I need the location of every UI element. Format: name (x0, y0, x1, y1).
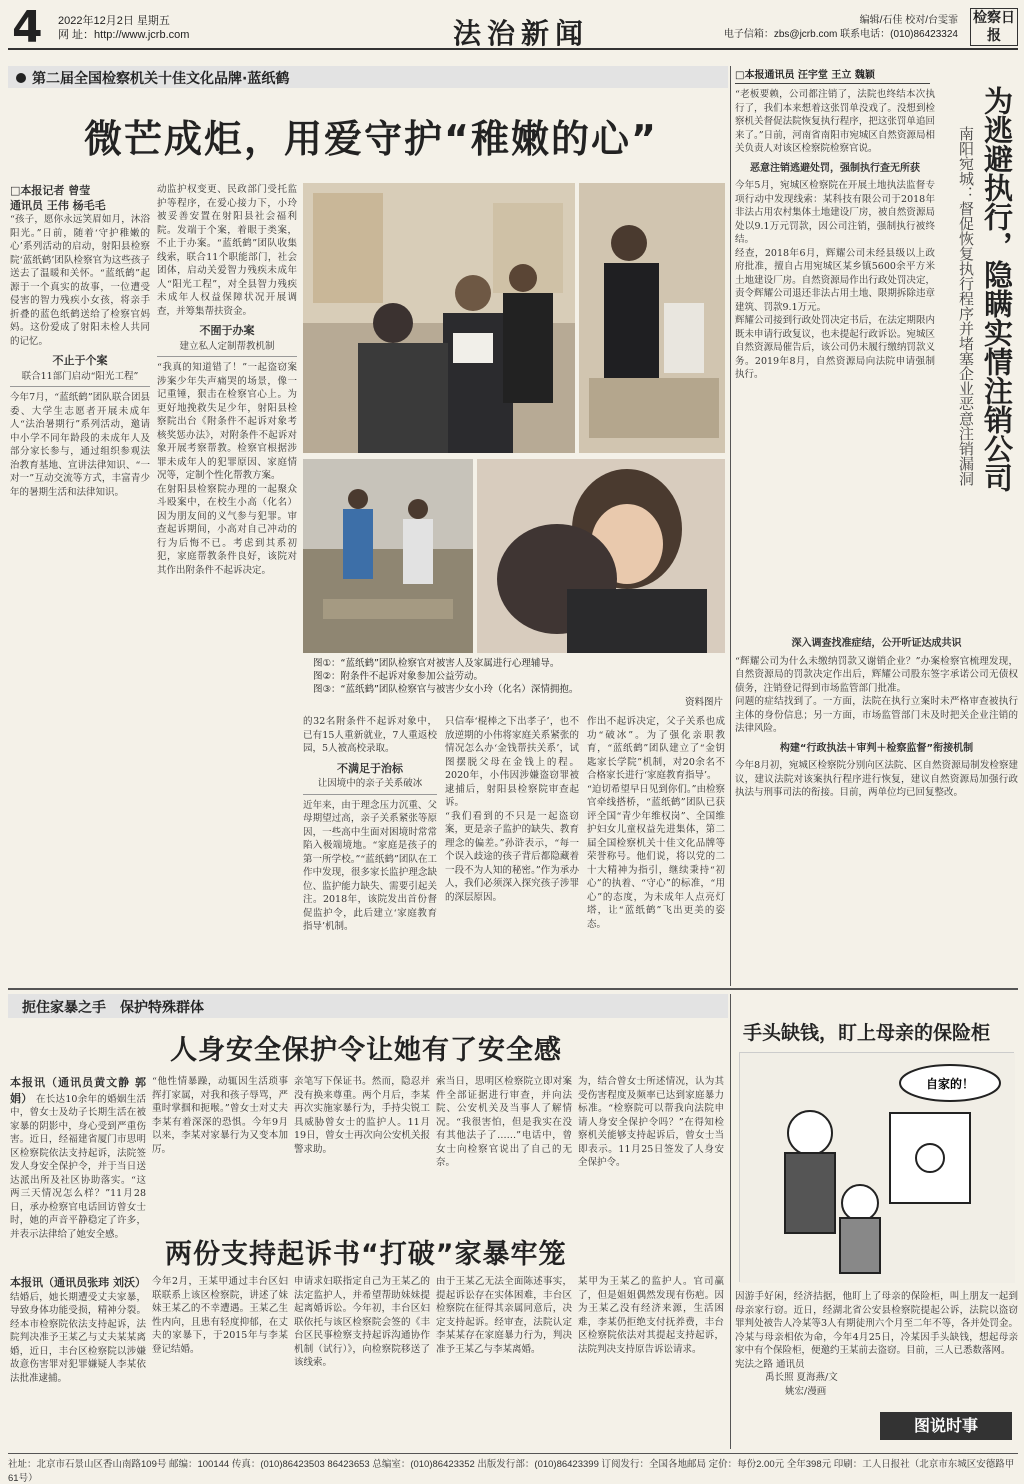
cartoon-image (740, 1053, 1015, 1283)
story3-column-3 (294, 1275, 430, 1447)
tushuo-label: 图说时事 (880, 1412, 1012, 1440)
top-banner (8, 66, 728, 88)
right-story-paragraph: 今年5月，宛城区检察院在开展土地执法监督专项行动中发现线索：某科技有限公司于2018年非法占用农村集体土地建设厂房，被自然资源局处以9.1万元罚款，因公司注销，强制执行被终结。 (735, 180, 935, 245)
story1-subhead-2-desc: 建立私人定制帮教机制 (157, 340, 297, 358)
story1-paragraph: 近年来，由于理念压力沉重、父母期望过高，亲子关系紧张等原因，一些高中生面对困境时常常陷入极端境地。“家庭是孩子的第一所学校。”“蓝纸鹤”团队在工作中发现，很多家长监护理念缺位、监护能力缺失、需要引起关注。2018年，该院发出首份督促监护令，此后建立‘家庭教育指导’机制。 (303, 799, 437, 932)
top-banner-text: 第二届全国检察机关十佳文化品牌·蓝纸鹤 (32, 71, 290, 87)
story1-paragraph: 作出不起诉决定，父子关系也成功“破冰”。为了强化亲职教育，“蓝纸鹤”团队建立了“金钥匙家长学院”机制，对20余名不合格家长进行‘家庭教育指导’。 (587, 716, 725, 781)
bullet-icon (16, 73, 26, 83)
story3-column-1 (10, 1275, 146, 1447)
newspaper-logo: 检察日报 (970, 8, 1018, 46)
cartoon-title: 手头缺钱，盯上母亲的保险柜 (743, 1022, 991, 1044)
story2-paragraph: 在长达10余年的婚姻生活中，曾女士及幼子长期生活在被家暴的阴影中，身心受到严重伤害。近日，经福建省厦门市思明区检察院依法支持起诉，法院签发人身安全保护令，并于当日送达派出所及社区协助落实。“这两三天情况怎么样？”11月28日，承办检察官电话回访曾女士时，她的声音平静稳定了许多，并表示法律给了她安全感。 (10, 1093, 147, 1240)
right-story-headline: 为逃避执行，隐瞒实情注销公司 (980, 86, 1014, 492)
cartoon-speech: 自家的！ (925, 1077, 975, 1091)
photo-caption: 图②：附条件不起诉对象参加公益劳动。 (313, 671, 484, 682)
photo-credit: 资料图片 (684, 697, 723, 708)
section-divider (8, 988, 1018, 990)
right-story-column-top (735, 88, 935, 628)
photo-1-image (303, 183, 575, 453)
right-story-paragraph: 辉耀公司接到行政处罚决定书后，在法定期限内既未申请行政复议，也未提起行政诉讼。宛城区自然资源局催告后，该公司仍未履行缴纳罚款义务。2019年8月，自然资源局向法院申请强制执行。 (735, 315, 935, 380)
story1-subhead-1-desc: 联合11部门启动“阳光工程” (10, 370, 150, 388)
story1-column-5 (587, 715, 725, 985)
story2-column-5 (578, 1075, 724, 1225)
page-number: 4 (12, 2, 43, 53)
story2-column-4 (436, 1075, 572, 1225)
story1-subhead-3: 不满足于治标 (337, 761, 403, 775)
cartoon-credit: 宪法之路 通讯员 (735, 1358, 805, 1370)
story1-byline-reporter: □本报记者 曾莹 (10, 184, 91, 197)
photo-3-image (477, 459, 725, 653)
right-story-byline: □本报通讯员 汪宇堂 王立 魏颖 (735, 66, 930, 84)
story1-column-2 (157, 183, 297, 983)
story3-column-4 (436, 1275, 572, 1447)
story3-byline: 本报讯（通讯员张玮 刘沃） (10, 1276, 146, 1289)
story2-paragraph: 索当日，思明区检察院立即对案件全部证据进行审查，并向法院、公安机关及当事人了解情况。“我很害怕，但是我实在没有其他法子了……”电话中，曾女士向检察官说出了自己的无奈。 (436, 1076, 572, 1168)
story1-subhead-3-desc: 让因境中的亲子关系破冰 (303, 777, 437, 795)
story2-paragraph: 亲笔写下保证书。然而，隐忍并没有换来尊重。两个月后，李某再次实施家暴行为，手持尖锐工具威胁曾女士的监护人。11月19日，曾女士再次向公安机关报警求助。 (294, 1076, 430, 1155)
photo-captions (313, 657, 723, 709)
story3-paragraph: 某甲为王某乙的监护人。官司赢了，但是姐姐偶然发现有伤疤。因为王某乙没有经济来源，生活困难，李某仍拒绝支付抚养费，丰台区检察院依法对其提起支持起诉，法院判决支持原告诉讼请求。 (578, 1276, 724, 1355)
story2-headline: 人身安全保护令让她有了安全感 (170, 1035, 562, 1066)
right-story-subhead-3: 构建“行政执法＋审判＋检察监督”衔接机制 (779, 742, 974, 754)
story1-paragraph: “我们看到的不只是一起盗窃案，更是亲子监护的缺失、教育理念的偏差。”孙浒表示，“每一个误入歧途的孩子背后都隐藏着一段不为人知的秘密。”作为承办人，我们必须深入探究孩子涉罪的深层原因。 (445, 810, 579, 903)
story3-column-2 (152, 1275, 288, 1447)
column-divider (730, 66, 731, 986)
editors: 编辑/石佳 校对/台雯霏 (859, 15, 958, 26)
cartoon-credit: 姚宏/漫画 (785, 1385, 827, 1397)
right-story-paragraph: “老板要赖，公司都注销了，法院也终结本次执行了，我们本来想着这张罚单没戏了。没想到检察机关督促法院恢复执行程序，把这张罚单追回来了。”日前，河南省南阳市宛城区自然资源局相关负责人对该区检察院检察官说。 (735, 89, 935, 154)
story2-byline: 本报讯（通讯员黄文静 郭娟） (10, 1076, 146, 1105)
right-story-subhead-2: 深入调查找准症结，公开听证达成共识 (791, 638, 962, 649)
page-footer: 社址：北京市石景山区香山南路109号 邮编：100144 传真：(010)86423503 86423653 总编室：(010)86423352 出版发行部：(010)86423399 订阅发行：全国各地邮局 定价：每份2.00元 全年398元 印刷：工人日报社（北京市东城区安德路甲61号） (8, 1453, 1018, 1484)
column-divider (730, 994, 731, 1449)
cartoon-illustration (739, 1052, 1014, 1282)
photo-2 (303, 459, 473, 653)
story1-paragraph: 今年7月，“蓝纸鹤”团队联合团县委、大学生志愿者开展未成年人“法治暑期行”系列活动，邀请中小学不同年龄段的未成年人及部分家长参与，通过组织参观法治教育基地、宣讲法律知识、“一对一”互动交流等方式，丰富青少年的暑期生活和法律知识。 (10, 392, 150, 498)
story3-headline: 两份支持起诉书“打破”家暴牢笼 (165, 1239, 567, 1270)
story1-subhead-2: 不囿于办案 (199, 324, 255, 337)
section-title: 法治新闻 (453, 17, 590, 50)
story1-subhead-1: 不止于个案 (52, 354, 108, 367)
bottom-banner: 扼住家暴之手 保护特殊群体 (8, 994, 728, 1018)
cartoon-paragraph: 因游手好闲，经济拮据，他盯上了母亲的保险柜，叫上朋友一起到母亲家行窃。近日，经湖北省公安县检察院提起公诉，法院以盗窃罪判处被告人冷某等3人有期徒刑六个月至二年不等，各并处罚金。冷某与母亲相依为命，今年4月25日，冷某因手头缺钱，想起母亲家中有个保险柜，便邀约王某前去盗窃。目前，三人已悉数落网。 (735, 1291, 1018, 1356)
right-story-column-bottom (735, 631, 1018, 981)
photo-1 (303, 183, 575, 453)
photo-1b-image (579, 183, 725, 453)
story2-paragraph: “他性情暴躁，动辄因生活琐事挥打家属，对我和孩子辱骂，严重时掌掴和扼喉。”曾女士对丈夫李某有着深深的恐惧。今年9月以来，李某对家暴行为又变本加厉。 (152, 1076, 288, 1155)
editor-info (724, 14, 958, 42)
cartoon-credit: 禹长照 夏海燕/文 (765, 1372, 838, 1383)
photo-2-image (303, 459, 473, 653)
cartoon-box (735, 1010, 1018, 1460)
story3-column-5 (578, 1275, 724, 1447)
photo-caption: 图③：“蓝纸鹤”团队检察官与被害少女小玲（化名）深情拥抱。 (313, 684, 579, 695)
story1-paragraph: “我真的知道错了！”一起盗窃案涉案少年失声痛哭的场景，像一记重锤，狠击在检察官心上。为更好地挽救失足少年，射阳县检察院出台《附条件不起诉对象考核奖惩办法》，对附条件不起诉对象开展考察帮教。检察官根据涉罪未成年人的犯罪原因、家庭情况等，定制个性化帮教方案。 (157, 362, 297, 481)
story1-paragraph: 只信奉‘棍棒之下出孝子’，也不放逆期的小伟将家庭关系紧张的情况怎么办‘金钱帮扶关系’，试图摆脱父母在金钱上的程。2020年，小伟因涉嫌盗窃罪被逮捕后，射阳县检察院审查起诉。 (445, 716, 579, 808)
right-story-subtitle: 南阳宛城：督促恢复执行程序并堵塞企业恶意注销漏洞 (957, 126, 975, 486)
story1-column-4 (445, 715, 579, 985)
photo-3 (477, 459, 725, 653)
story3-paragraph: 由于王某乙无法全面陈述事实，提起诉讼存在实体困难，丰台区检察院在征得其亲属同意后，决定支持起诉。经审查，法院认定李某某存在家庭暴力行为，判决准予王某乙与李某离婚。 (436, 1276, 572, 1355)
story1-paragraph: “迫切希望早日见到你们。”由检察官牵线搭桥，“蓝纸鹤”团队已获评全国“青少年维权岗”、全国维护妇女儿童权益先进集体，第二届全国检察机关十佳文化品牌等荣誉称号。他们说，将以党的二十大精神为指引，继续秉持“初心”的执着、“守心”的标准，“用心”的态度，为未成年人点亮灯塔，让“蓝纸鹤”飞出更美的姿态。 (587, 783, 725, 930)
story1-photo-collage (303, 183, 725, 653)
right-story-paragraph: 经查，2018年6月，辉耀公司未经县级以上政府批准，擅自占用宛城区某乡镇5600余平方米土地建设厂房。自然资源局作出行政处罚决定，责令辉耀公司退还非法占用土地、限期拆除违章建筑、罚款9.1万元。 (735, 247, 935, 313)
cartoon-text (735, 1290, 1018, 1420)
right-story-paragraph: 问题的症结找到了。一方面，法院在执行立案时未严格审查被执行主体的身份信息；另一方面，市场监管部门未及时把关企业注销的法律风险。 (735, 696, 1018, 734)
story1-paragraph: “孩子，愿你永远笑眉如月，沐浴阳光。”日前，随着‘守护稚嫩的心’系列活动的启动，射阳县检察院‘蓝纸鹤’团队检察官为这些孩子送去了温暖和关怀。“蓝纸鹤”起源于一个真实的故事，一位遭受侵害的智力残疾小女孩，将亲手折叠的蓝色纸鹤送给了检察官妈妈。这份爱成了射阳未检人共同的记忆。 (10, 214, 150, 347)
story2-column-2 (152, 1075, 288, 1225)
story2-paragraph: 为，结合曾女士所述情况，认为其受伤害程度及频率已达到家庭暴力标准。“检察院可以帮我向法院申请人身安全保护令吗？”在得知检察机关能够支持起诉后，曾女士当即表示。11月25日签发了人身安全保护令。 (578, 1076, 724, 1168)
page-header (8, 2, 1018, 53)
right-story-paragraph: 今年8月初，宛城区检察院分别向区法院、区自然资源局制发检察建议，建议法院对该案执行程序进行恢复，建议自然资源局加强行政执法与刑事司法的衔接。目前，两单位均已回复整改。 (735, 760, 1018, 798)
header-meta (58, 14, 189, 42)
story1-paragraph: 的32名附条件不起诉对象中，已有15人重新就业，7人重返校园，5人被高校录取。 (303, 716, 437, 754)
story1-paragraph: 动监护权变更、民政部门受托监护等程序，在爱心接力下，小玲被妥善安置在射阳县社会福利院。发端于个案，着眼于类案，不止于办案。“蓝纸鹤”团队收集线索，联合11个职能部门，社会团体，启动关爱智力残疾未成年人“阳光工程”，对全县智力残疾未成年人权益保障状况开展调查，并筹集帮扶资金。 (157, 184, 297, 317)
photo-1b (579, 183, 725, 453)
photo-caption: 图①：“蓝纸鹤”团队检察官对被害人及家属进行心理辅导。 (313, 658, 560, 669)
story3-paragraph: 申请求妇联指定自己为王某乙的法定监护人，并希望帮助妹妹提起离婚诉讼。今年初，丰台区妇联依托与该区检察院会签的《丰台区民事检察支持起诉沟通协作机制（试行）》，向检察院移送了该线索。 (294, 1276, 430, 1368)
story1-column-3 (303, 715, 437, 985)
right-story-subhead-1: 恶意注销逃避处罚，强制执行查无所获 (750, 162, 920, 174)
story2-column-1 (10, 1075, 147, 1240)
story1-headline: 微芒成炬，用爱守护“稚嫩的心” (84, 117, 658, 161)
story1-paragraph: 在射阳县检察院办理的一起聚众斗殴案中，在校生小高（化名）因为朋友间的义气参与犯罪。审查起诉期间，小高对自己冲动的行为后悔不已。考虑到其系初犯，家庭帮教条件良好，该院对其作出附条件不起诉决定。 (157, 483, 297, 576)
right-story-paragraph: “辉耀公司为什么未缴纳罚款又谢销企业？”办案检察官梳理发现，自然资源局的罚款决定作出后，辉耀公司股东签字承诺公司无债权债务，注销登记得到市场监管部门批准。 (735, 655, 1018, 694)
contact-info: 电子信箱：zbs@jcrb.com 联系电话：(010)86423324 (723, 29, 958, 40)
issue-date: 2022年12月2日 星期五 (58, 15, 170, 27)
story2-column-3 (294, 1075, 430, 1225)
right-story (735, 66, 1018, 986)
story1-column-1 (10, 183, 150, 983)
website-link[interactable]: 网 址：http://www.jcrb.com (58, 29, 190, 41)
story1-byline-corr: 通讯员 王伟 杨毛毛 (10, 199, 106, 212)
story3-paragraph: 结婚后，她长期遭受丈夫家暴，导致身体功能受损，精神分裂。经本市检察院依法支持起诉，法院判决准予王某乙与丈夫某某离婚，近日，丰台区检察院以涉嫌故意伤害罪对犯罪嫌疑人李某依法批准逮捕。 (10, 1291, 146, 1384)
story3-paragraph: 今年2月，王某甲通过丰台区妇联联系上该区检察院，讲述了妹妹王某乙的不幸遭遇。王某乙生性内向，且患有轻度抑郁，在丈夫的家暴下，于2015年与李某登记结婚。 (152, 1276, 288, 1355)
